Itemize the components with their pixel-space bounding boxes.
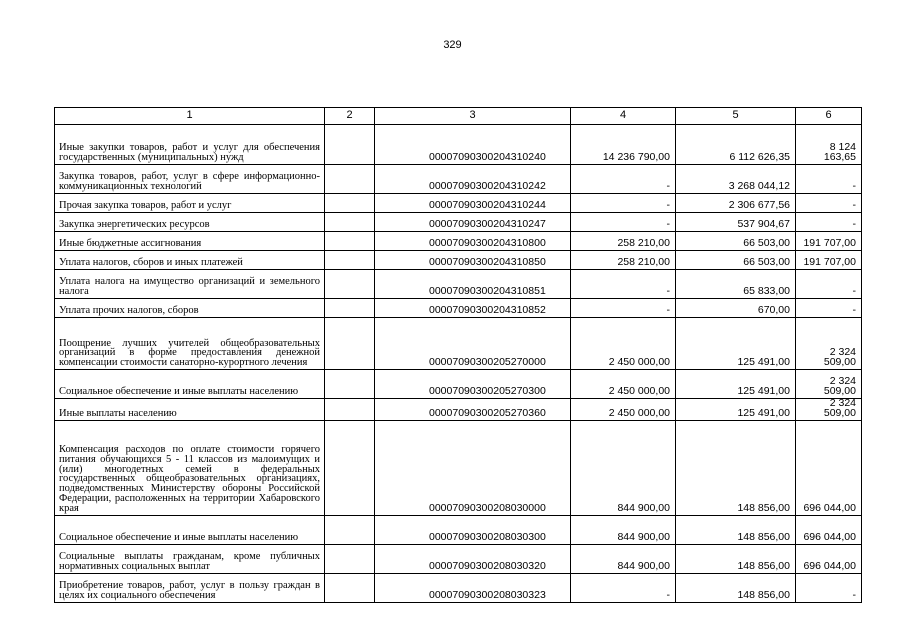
row-value-5-cell: 125 491,00 (676, 370, 796, 399)
row-value-5-cell: 6 112 626,35 (676, 125, 796, 165)
row-code-cell: 00007090300208030000 (375, 420, 571, 515)
row-code-cell: 00007090300205270300 (375, 370, 571, 399)
row-column-2-cell (325, 194, 375, 213)
row-value-4-cell: 844 900,00 (571, 515, 676, 544)
row-value-4-cell: 2 450 000,00 (571, 370, 676, 399)
row-name-cell: Социальные выплаты гражданам, кроме публичных нормативных социальных выплат (55, 544, 325, 573)
column-header-5: 5 (676, 108, 796, 125)
row-column-2-cell (325, 420, 375, 515)
row-name-cell: Закупка товаров, работ, услуг в сфере информационно-коммуникационных технологий (55, 165, 325, 194)
row-column-2-cell (325, 299, 375, 318)
row-value-5-cell: 65 833,00 (676, 270, 796, 299)
row-value-6-cell: 2 324 509,00 (796, 370, 862, 399)
table-row (55, 515, 862, 544)
row-name-cell: Компенсация расходов по оплате стоимости горячего питания обучающихся 5 - 11 классов из малоимущих и (или) многодетных семей в федеральных государственных общеобразовательных организациях, подведомственных Министерству обороны Российской Федерации, расположенных на территории Хабаровского края (55, 420, 325, 515)
row-value-4-cell: 14 236 790,00 (571, 125, 676, 165)
row-value-5-cell: 2 306 677,56 (676, 194, 796, 213)
table-row (55, 573, 862, 602)
row-value-6-cell: - (796, 194, 862, 213)
row-code-cell: 00007090300204310850 (375, 251, 571, 270)
row-value-5-cell: 66 503,00 (676, 251, 796, 270)
row-value-5-cell: 148 856,00 (676, 544, 796, 573)
row-value-5-cell: 670,00 (676, 299, 796, 318)
row-value-5-cell: 125 491,00 (676, 399, 796, 421)
row-column-2-cell (325, 232, 375, 251)
row-name-cell: Социальное обеспечение и иные выплаты населению (55, 515, 325, 544)
row-value-4-cell: - (571, 194, 676, 213)
row-code-cell: 00007090300204310242 (375, 165, 571, 194)
table-row (55, 544, 862, 573)
row-value-4-cell: 844 900,00 (571, 544, 676, 573)
column-header-1: 1 (55, 108, 325, 125)
row-column-2-cell (325, 370, 375, 399)
table-row (55, 165, 862, 194)
column-header-3: 3 (375, 108, 571, 125)
header-row (55, 108, 862, 125)
row-value-4-cell: 844 900,00 (571, 420, 676, 515)
table-row (55, 318, 862, 370)
row-value-5-cell: 148 856,00 (676, 420, 796, 515)
row-value-6-cell: 191 707,00 (796, 251, 862, 270)
row-value-6-cell: 191 707,00 (796, 232, 862, 251)
table-row (55, 270, 862, 299)
row-code-cell: 00007090300204310852 (375, 299, 571, 318)
row-name-cell: Прочая закупка товаров, работ и услуг (55, 194, 325, 213)
column-header-2: 2 (325, 108, 375, 125)
table-row (55, 299, 862, 318)
table-body (55, 108, 862, 603)
row-value-5-cell: 125 491,00 (676, 318, 796, 370)
row-value-6-cell: - (796, 573, 862, 602)
row-value-5-cell: 148 856,00 (676, 515, 796, 544)
row-name-cell: Уплата налога на имущество организаций и земельного налога (55, 270, 325, 299)
row-code-cell: 00007090300208030323 (375, 573, 571, 602)
row-code-cell: 00007090300204310851 (375, 270, 571, 299)
column-header-4: 4 (571, 108, 676, 125)
row-value-6-cell: - (796, 165, 862, 194)
row-value-4-cell: 258 210,00 (571, 251, 676, 270)
row-code-cell: 00007090300208030300 (375, 515, 571, 544)
row-name-cell: Иные закупки товаров, работ и услуг для обеспечения государственных (муниципальных) нужд (55, 125, 325, 165)
column-header-6: 6 (796, 108, 862, 125)
table-row (55, 125, 862, 165)
row-value-6-cell: 696 044,00 (796, 544, 862, 573)
row-value-6-cell: 696 044,00 (796, 515, 862, 544)
row-column-2-cell (325, 544, 375, 573)
row-value-4-cell: - (571, 270, 676, 299)
row-name-cell: Уплата прочих налогов, сборов (55, 299, 325, 318)
row-value-4-cell: 258 210,00 (571, 232, 676, 251)
table-row (55, 213, 862, 232)
table-row (55, 194, 862, 213)
row-value-6-cell: - (796, 299, 862, 318)
table-row (55, 399, 862, 421)
row-code-cell: 00007090300204310244 (375, 194, 571, 213)
row-value-4-cell: - (571, 573, 676, 602)
row-code-cell: 00007090300204310240 (375, 125, 571, 165)
row-name-cell: Закупка энергетических ресурсов (55, 213, 325, 232)
row-column-2-cell (325, 270, 375, 299)
row-column-2-cell (325, 318, 375, 370)
row-column-2-cell (325, 213, 375, 232)
row-column-2-cell (325, 251, 375, 270)
page-number: 329 (443, 39, 462, 51)
row-code-cell: 00007090300204310800 (375, 232, 571, 251)
row-value-6-cell: 2 324 509,00 (796, 318, 862, 370)
row-name-cell: Иные бюджетные ассигнования (55, 232, 325, 251)
row-value-5-cell: 3 268 044,12 (676, 165, 796, 194)
row-column-2-cell (325, 125, 375, 165)
row-column-2-cell (325, 165, 375, 194)
row-column-2-cell (325, 399, 375, 421)
row-value-5-cell: 66 503,00 (676, 232, 796, 251)
row-name-cell: Поощрение лучших учителей общеобразовательных организаций в форме предоставления денежной компенсации стоимости санаторно-курортного лечения (55, 318, 325, 370)
table-row (55, 232, 862, 251)
row-value-4-cell: - (571, 165, 676, 194)
row-value-5-cell: 537 904,67 (676, 213, 796, 232)
row-value-4-cell: 2 450 000,00 (571, 399, 676, 421)
table-row (55, 420, 862, 515)
budget-table (54, 107, 862, 603)
row-value-4-cell: - (571, 299, 676, 318)
row-name-cell: Уплата налогов, сборов и иных платежей (55, 251, 325, 270)
row-name-cell: Социальное обеспечение и иные выплаты населению (55, 370, 325, 399)
row-value-6-cell: 2 324 509,00 (796, 399, 862, 421)
row-value-4-cell: 2 450 000,00 (571, 318, 676, 370)
row-value-6-cell: - (796, 270, 862, 299)
row-column-2-cell (325, 515, 375, 544)
table-row (55, 251, 862, 270)
row-code-cell: 00007090300204310247 (375, 213, 571, 232)
row-value-5-cell: 148 856,00 (676, 573, 796, 602)
row-name-cell: Иные выплаты населению (55, 399, 325, 421)
row-code-cell: 00007090300205270360 (375, 399, 571, 421)
row-value-6-cell: 8 124 163,65 (796, 125, 862, 165)
table-row (55, 370, 862, 399)
row-code-cell: 00007090300205270000 (375, 318, 571, 370)
row-name-cell: Приобретение товаров, работ, услуг в пользу граждан в целях их социального обеспечения (55, 573, 325, 602)
row-value-6-cell: 696 044,00 (796, 420, 862, 515)
row-column-2-cell (325, 573, 375, 602)
row-value-6-cell: - (796, 213, 862, 232)
row-value-4-cell: - (571, 213, 676, 232)
row-code-cell: 00007090300208030320 (375, 544, 571, 573)
